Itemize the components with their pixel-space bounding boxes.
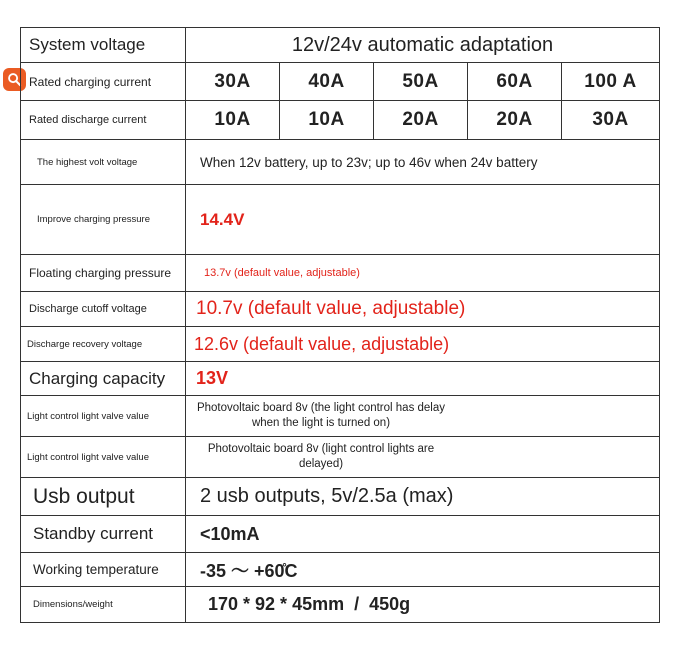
label-charging-capacity: Charging capacity [21,362,186,396]
label-usb-output: Usb output [21,478,186,516]
discharge-current-value: 10A [280,101,374,140]
label-floating-charging: Floating charging pressure [21,255,186,292]
charging-current-value: 100 A [562,63,660,101]
row-working-temp [21,553,660,587]
label-standby-current: Standby current [21,516,186,553]
label-improve-charging: Improve charging pressure [21,185,186,255]
charging-current-value: 40A [280,63,374,101]
value-discharge-cutoff: 10.7v (default value, adjustable) [186,292,660,327]
discharge-current-value: 10A [186,101,280,140]
discharge-current-value: 20A [468,101,562,140]
row-rated-charging [21,63,660,101]
row-system-voltage [21,28,660,63]
label-light-control-2: Light control light valve value [21,437,186,478]
label-rated-discharge: Rated discharge current [21,101,186,140]
row-floating-charging [21,255,660,292]
row-light-control-2 [21,437,660,478]
row-dimensions [21,587,660,623]
value-working-temp: -35 ～ +60̊C [186,553,660,587]
label-light-control-1: Light control light valve value [21,396,186,437]
label-highest-volt: The highest volt voltage [21,140,186,185]
value-floating-charging: 13.7v (default value, adjustable) [186,255,660,292]
row-discharge-recovery [21,327,660,362]
discharge-current-value: 20A [374,101,468,140]
label-dimensions: Dimensions/weight [21,587,186,623]
row-discharge-cutoff [21,292,660,327]
charging-current-value: 30A [186,63,280,101]
value-highest-volt: When 12v battery, up to 23v; up to 46v when 24v battery [186,140,660,185]
label-system-voltage: System voltage [21,28,186,63]
value-light-control-1: Photovoltaic board 8v (the light control has delay when the light is turned on) [196,402,446,429]
row-charging-capacity [21,362,660,396]
row-rated-discharge [21,101,660,140]
value-charging-capacity: 13V [186,362,660,396]
row-highest-volt [21,140,660,185]
value-standby-current: <10mA [186,516,660,553]
value-usb-output: 2 usb outputs, 5v/2.5a (max) [186,478,660,516]
discharge-current-value: 30A [562,101,660,140]
row-light-control-1 [21,396,660,437]
label-discharge-recovery: Discharge recovery voltage [21,327,186,362]
value-light-control-2: Photovoltaic board 8v (light control lights are delayed) [207,443,435,470]
value-system-voltage: 12v/24v automatic adaptation [186,28,660,63]
label-discharge-cutoff: Discharge cutoff voltage [21,292,186,327]
spec-table [20,27,660,623]
charging-current-value: 60A [468,63,562,101]
charging-current-value: 50A [374,63,468,101]
row-improve-charging [21,185,660,255]
value-improve-charging: 14.4V [186,185,660,255]
row-standby-current [21,516,660,553]
label-rated-charging: Rated charging current [21,63,186,101]
value-discharge-recovery: 12.6v (default value, adjustable) [186,327,660,362]
row-usb-output [21,478,660,516]
value-dimensions: 170 * 92 * 45mm / 450g [186,587,660,623]
label-working-temp: Working temperature [21,553,186,587]
